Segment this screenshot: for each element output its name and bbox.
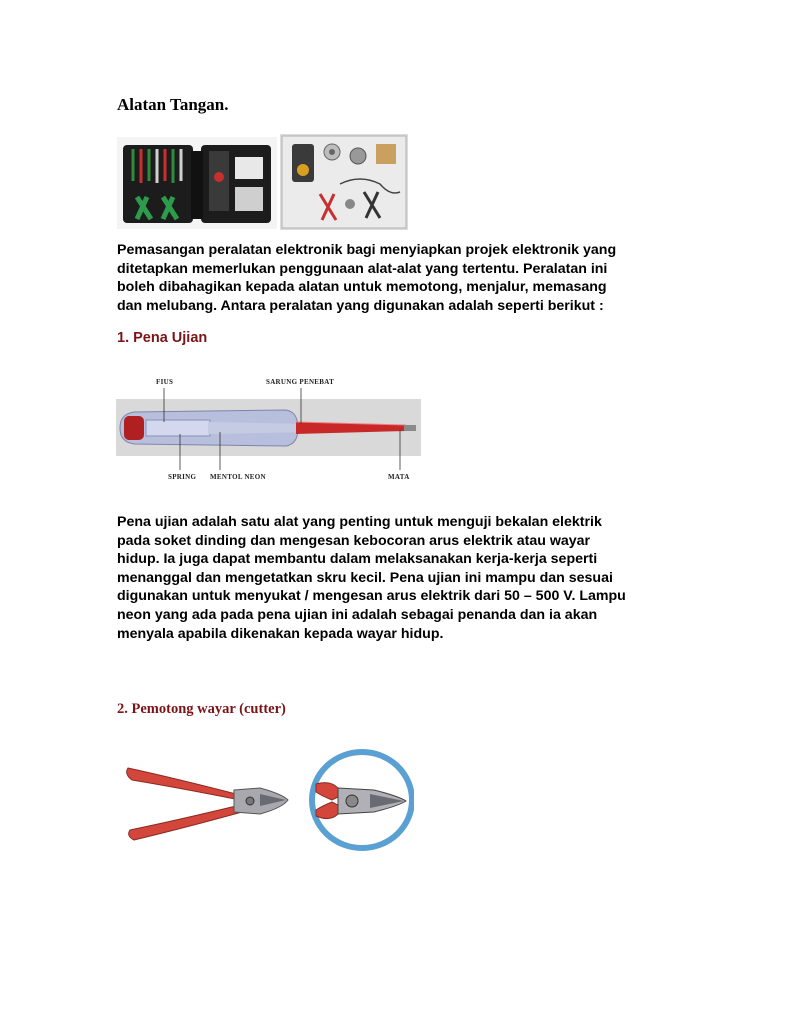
intro-paragraph (117, 241, 687, 315)
pena-ujian-paragraph (117, 513, 687, 643)
test-pen-diagram (116, 372, 424, 484)
wire-cutter-image (124, 748, 414, 852)
intro-line: boleh dibahagikan kepada alatan untuk memotong, menjalur, memasang (117, 279, 607, 296)
pena-ujian-line: menyala apabila dikenakan kepada wayar hidup. (117, 625, 444, 642)
intro-line: ditetapkan memerlukan penggunaan alat-alat yang tertentu. Peralatan ini (117, 260, 608, 277)
pena-ujian-line: Pena ujian adalah satu alat yang penting untuk menguji bekalan elektrik (117, 514, 602, 530)
pena-ujian-line: menanggal dan mengetatkan skru kecil. Pena ujian ini mampu dan sesuai (117, 569, 613, 586)
pena-ujian-line: pada soket dinding dan mengesan kebocoran arus elektrik atau wayar (117, 532, 591, 549)
intro-line: Pemasangan peralatan elektronik bagi menyiapkan projek elektronik yang (117, 242, 617, 258)
label-sarung-penebat: SARUNG PENEBAT (266, 378, 335, 386)
toolkit-image (117, 137, 277, 229)
pena-ujian-line: digunakan untuk menyukat / mengesan arus elektrik dari 50 – 500 V. Lampu (117, 588, 626, 605)
label-mata: MATA (388, 473, 410, 481)
page-title: Alatan Tangan. (117, 95, 229, 114)
soldering-kit-image (280, 134, 408, 230)
label-spring: SPRING (168, 473, 197, 481)
pena-ujian-line: neon yang ada pada pena ujian ini adalah sebagai penanda dan ia akan (117, 606, 598, 623)
intro-line: dan melubang. Antara peralatan yang digunakan adalah seperti berikut : (117, 297, 604, 314)
section-heading-pena-ujian: 1. Pena Ujian (117, 330, 208, 346)
label-mentol-neon: MENTOL NEON (210, 473, 266, 481)
label-fius: FIUS (156, 378, 174, 386)
pena-ujian-line: hidup. Ia juga dapat membantu dalam melaksanakan kerja-kerja seperti (117, 551, 598, 568)
section-heading-pemotong-wayar: 2. Pemotong wayar (cutter) (117, 701, 286, 717)
